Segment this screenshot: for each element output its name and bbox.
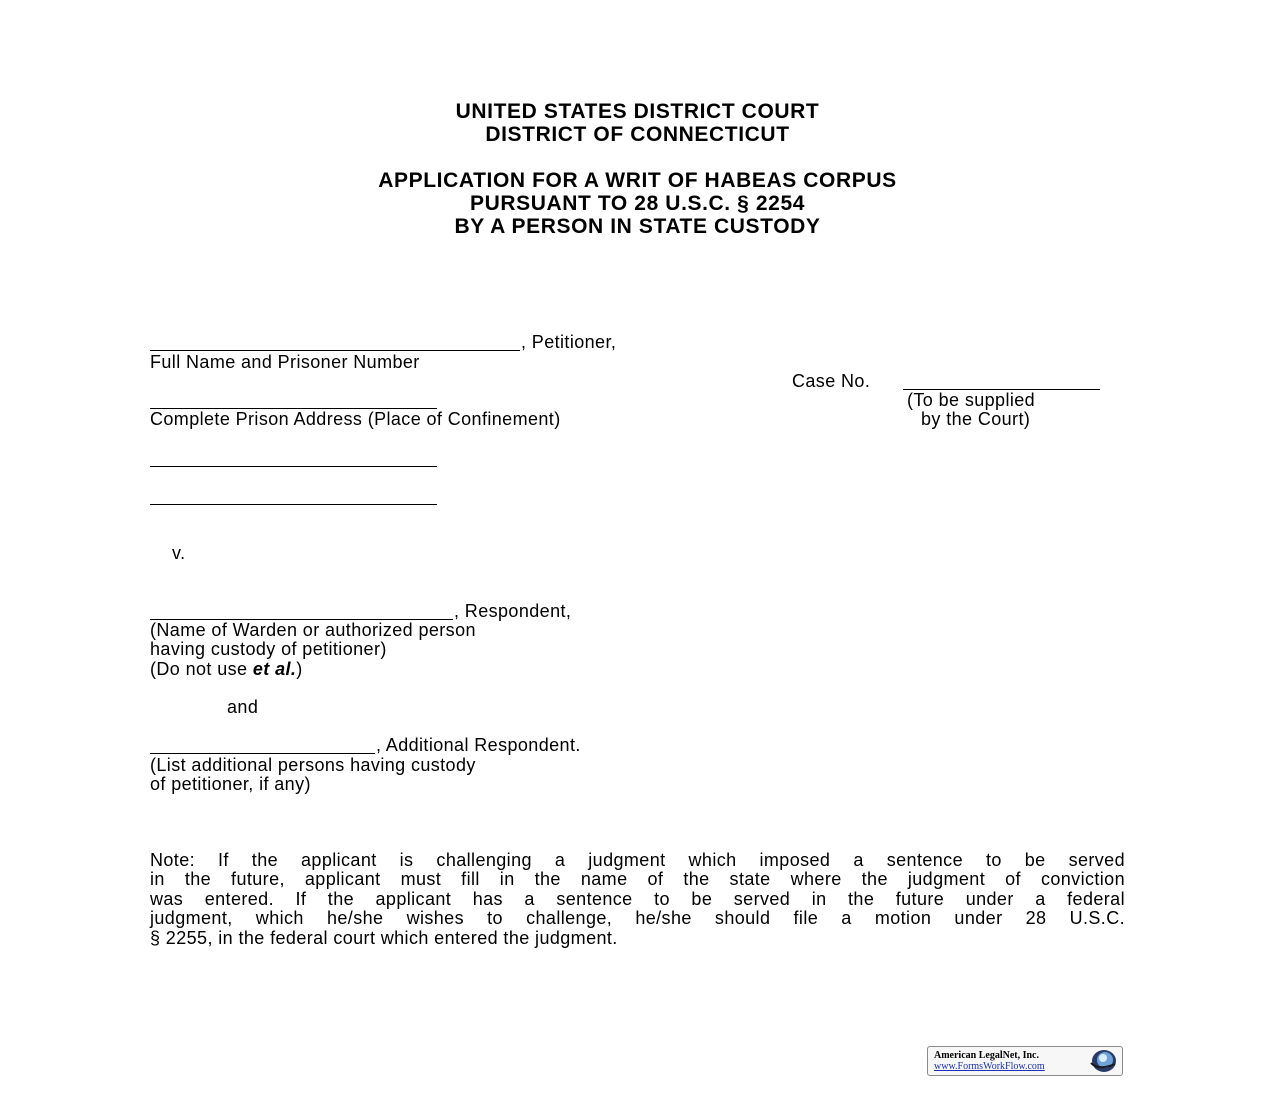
- prison-address-label: Complete Prison Address (Place of Confinement): [150, 409, 561, 429]
- publisher-name: American LegalNet, Inc.: [934, 1050, 1039, 1061]
- prison-address-field-2[interactable]: [150, 466, 437, 467]
- publisher-link[interactable]: www.FormsWorkFlow.com: [934, 1061, 1045, 1072]
- versus-text: v.: [172, 543, 186, 563]
- additional-respondent-field[interactable]: [150, 753, 375, 754]
- petitioner-suffix: , Petitioner,: [521, 332, 617, 352]
- additional-respondent-label-1: (List additional persons having custody: [150, 755, 476, 775]
- respondent-suffix: , Respondent,: [454, 601, 572, 621]
- note-line: § 2255, in the federal court which entered the judgment.: [150, 927, 618, 948]
- petitioner-name-label: Full Name and Prisoner Number: [150, 352, 420, 372]
- form-title-line3: BY A PERSON IN STATE CUSTODY: [454, 215, 821, 238]
- note-line: was entered. If the applicant has a sentence to be served in the future under a federal: [150, 888, 1125, 909]
- note-line: judgment, which he/she wishes to challenge, he/she should file a motion under 28 U.S.C.: [150, 908, 1125, 929]
- prison-address-field-3[interactable]: [150, 504, 437, 505]
- form-title-line2: PURSUANT TO 28 U.S.C. § 2254: [469, 192, 806, 215]
- globe-logo-icon: [1088, 1049, 1118, 1073]
- note-line: Note: If the applicant is challenging a judgment which imposed a sentence to be served: [150, 850, 1125, 870]
- et-al-emphasis: et al.: [252, 659, 297, 679]
- additional-respondent-suffix: , Additional Respondent.: [376, 735, 581, 755]
- additional-respondent-label-2: of petitioner, if any): [150, 774, 311, 794]
- respondent-label-3: [150, 660, 303, 679]
- respondent-label-3-prefix: (Do not use: [150, 659, 253, 679]
- publisher-badge[interactable]: [927, 1046, 1123, 1076]
- respondent-label-1: (Name of Warden or authorized person: [150, 620, 476, 640]
- respondent-label-3-suffix: ): [296, 659, 303, 679]
- case-number-note-1: (To be supplied: [907, 390, 1036, 410]
- respondent-label-2: having custody of petitioner): [150, 639, 387, 659]
- conjunction-and: and: [227, 697, 259, 717]
- note-line: in the future, applicant must fill in the name of the state where the judgment of conviction: [150, 869, 1125, 890]
- instruction-note: [150, 851, 1125, 948]
- case-number-note-2: by the Court): [921, 409, 1031, 429]
- form-title-line1: APPLICATION FOR A WRIT OF HABEAS CORPUS: [378, 169, 897, 192]
- petitioner-name-field[interactable]: [150, 350, 520, 351]
- court-district: DISTRICT OF CONNECTICUT: [485, 123, 790, 146]
- court-name: UNITED STATES DISTRICT COURT: [455, 100, 820, 123]
- case-number-label: Case No.: [792, 371, 871, 391]
